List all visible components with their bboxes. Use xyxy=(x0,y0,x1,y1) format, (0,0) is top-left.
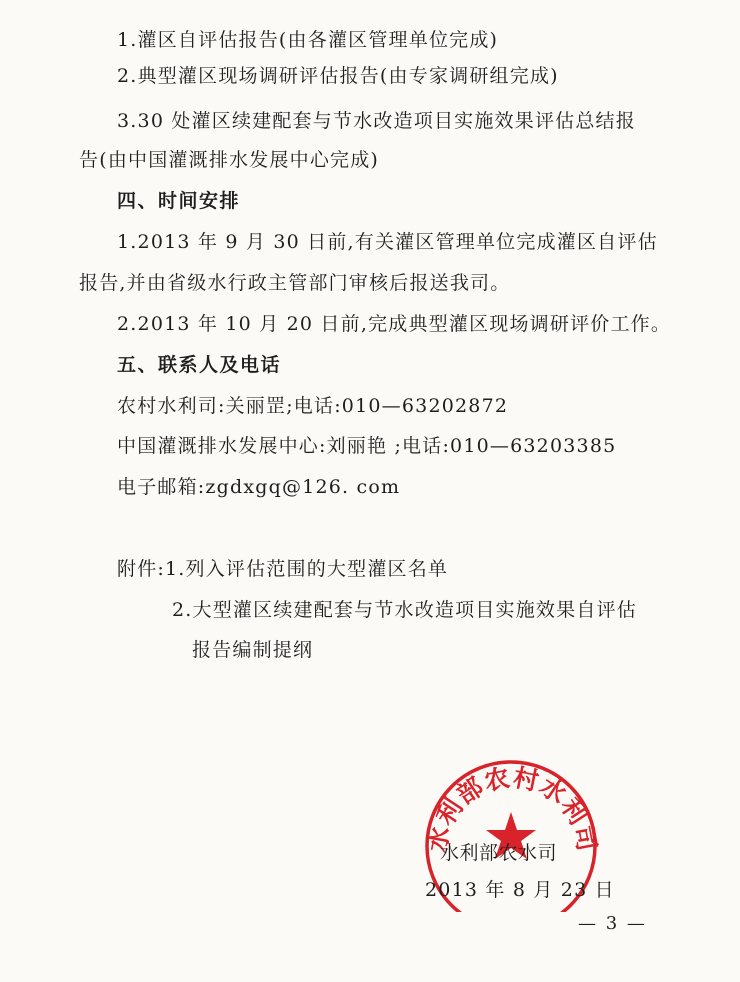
attachment-line-2: 2.大型灌区续建配套与节水改造项目实施效果自评估 xyxy=(172,599,637,621)
signature-organization: 水利部农水司 xyxy=(440,842,558,864)
schedule-item-1-line2: 报告,并由省级水行政主管部门审核后报送我司。 xyxy=(79,272,511,294)
svg-text:水利部农村水利司: 水利部农村水利司 xyxy=(422,762,602,855)
section-4-heading: 四、时间安排 xyxy=(117,190,241,212)
schedule-item-2: 2.2013 年 10 月 20 日前,完成典型灌区现场调研评价工作。 xyxy=(117,313,672,335)
contact-2: 中国灌溉排水发展中心:刘丽艳 ;电话:010—63203385 xyxy=(117,435,617,457)
report-item-3-line1: 3.30 处灌区续建配套与节水改造项目实施效果评估总结报 xyxy=(117,110,636,132)
contact-email: 电子邮箱:zgdxgq@126. com xyxy=(117,476,401,498)
report-item-3-line2: 告(由中国灌溉排水发展中心完成) xyxy=(79,149,380,171)
contact-1: 农村水利司:关丽罡;电话:010—63202872 xyxy=(117,395,509,417)
report-item-2: 2.典型灌区现场调研评估报告(由专家调研组完成) xyxy=(117,65,559,87)
report-item-1: 1.灌区自评估报告(由各灌区管理单位完成) xyxy=(117,29,499,51)
signature-date: 2013 年 8 月 23 日 xyxy=(425,879,615,901)
page-number: — 3 — xyxy=(578,913,647,934)
section-5-heading: 五、联系人及电话 xyxy=(117,354,282,376)
attachment-line-1: 附件:1.列入评估范围的大型灌区名单 xyxy=(117,558,449,580)
schedule-item-1-line1: 1.2013 年 9 月 30 日前,有关灌区管理单位完成灌区自评估 xyxy=(117,231,658,253)
attachment-line-3: 报告编制提纲 xyxy=(192,639,314,661)
